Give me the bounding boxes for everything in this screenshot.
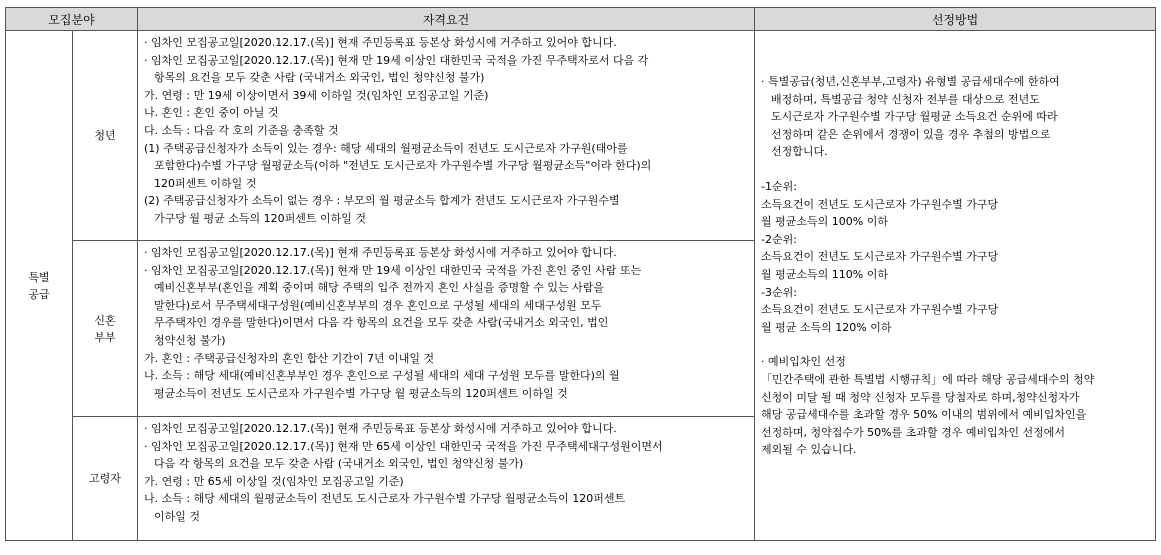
newlywed-label-1: 신혼 — [94, 313, 116, 327]
req-line: 항목의 요건을 모두 갖춘 사람 (국내거소 외국인, 법인 청약신청 불가) — [154, 71, 485, 85]
header-selection: 선정방법 — [755, 8, 1156, 31]
sel-line: 제외될 수 있습니다. — [761, 443, 857, 457]
sel-line: -1순위: — [761, 179, 797, 193]
req-line: 나. 혼인 : 혼인 중이 아닐 것 — [144, 106, 279, 120]
group-label-1: 특별 — [28, 270, 50, 284]
req-line: · 임차인 모집공고일[2020.12.17.(목)] 현재 주민등록표 등본상 화성시에 거주하고 있어야 합니다. — [144, 36, 617, 49]
req-line: · 임차인 모집공고일[2020.12.17.(목)] 현재 만 65세 이상인 대한민국 국적을 가진 무주택세대구성원이면서 — [144, 439, 663, 453]
header-requirements: 자격요건 — [138, 8, 755, 31]
sel-line: 월 평균 소득의 120% 이하 — [761, 320, 892, 334]
elderly-requirements — [138, 417, 755, 541]
youth-row — [6, 31, 1156, 241]
sel-line: 소득요건이 전년도 도시근로자 가구원수별 가구당 — [761, 197, 999, 211]
req-line: 나. 소득 : 해당 세대의 월평균소득이 전년도 도시근로자 가구원수별 가구당 월평균소득이 120퍼센트 — [144, 492, 626, 506]
req-line: 청약신청 불가) — [154, 333, 226, 347]
sel-line: -2순위: — [761, 232, 797, 246]
sel-line: · 특별공급(청년,신혼부부,고령자) 유형별 공급세대수에 한하여 — [761, 75, 1060, 88]
sel-line: 선정하며 같은 순위에서 경쟁이 있을 경우 추첨의 방법으로 — [771, 127, 1051, 141]
req-line: (1) 주택공급신청자가 소득이 있는 경우: 해당 세대의 월평균소득이 전년도 도시근로자 가구원(태아를 — [144, 141, 628, 155]
newlywed-label — [73, 241, 138, 417]
req-line: 다. 소득 : 다음 각 호의 기준을 충족할 것 — [144, 123, 339, 137]
req-line: · 임차인 모집공고일[2020.12.17.(목)] 현재 만 19세 이상인 대한민국 국적을 가진 혼인 중인 사람 또는 — [144, 263, 642, 277]
req-line: · 임차인 모집공고일[2020.12.17.(목)] 현재 주민등록표 등본상 화성시에 거주하고 있어야 합니다. — [144, 246, 617, 259]
req-line: 포함한다)수별 가구당 월평균소득(이하 "전년도 도시근로자 가구원수별 가구당 월평균소득"이라 한다)의 — [154, 159, 652, 173]
req-line: · 임차인 모집공고일[2020.12.17.(목)] 현재 주민등록표 등본상 화성시에 거주하고 있어야 합니다. — [144, 422, 617, 435]
req-line: 무주택자인 경우를 말한다)이면서 다음 각 항목의 요건을 모두 갖춘 사람(국내거소 외국인, 법인 — [154, 316, 609, 330]
req-line: 다음 각 항목의 요건을 모두 갖춘 사람 (국내거소 외국인, 법인 청약신청 불가) — [154, 457, 524, 471]
elderly-label: 고령자 — [73, 417, 138, 541]
sel-line: 선정합니다. — [771, 145, 828, 159]
header-category: 모집분야 — [6, 8, 138, 31]
req-line: 예비신혼부부(혼인을 계획 중이며 해당 주택의 입주 전까지 혼인 사실을 증명할 수 있는 사람을 — [154, 281, 605, 295]
youth-requirements — [138, 31, 755, 241]
sel-line: 신청이 미달 될 때 청약 신청자 모두를 당첨자로 하며,청약신청자가 — [761, 390, 1080, 404]
sel-line: 도시근로자 가구원수별 가구당 월평균 소득요건 순위에 따라 — [771, 110, 1058, 124]
special-supply-cell — [6, 31, 73, 541]
sel-line: · 예비입차인 선정 — [761, 355, 846, 369]
youth-label: 청년 — [73, 31, 138, 241]
req-line: 가. 연령 : 만 65세 이상일 것(임차인 모집공고일 기준) — [144, 474, 404, 488]
newlywed-requirements — [138, 241, 755, 417]
sel-line: 선정하며, 청약접수가 50%를 초과할 경우 예비입차인 선정에서 — [761, 425, 1065, 439]
req-line: 나. 소득 : 해당 세대(예비신혼부부인 경우 혼인으로 구성될 세대의 세대 구성원 모두를 말한다)의 월 — [144, 369, 620, 383]
req-line: 이하일 것 — [154, 509, 201, 523]
newlywed-label-2: 부부 — [94, 330, 116, 344]
req-line: (2) 주택공급신청자가 소득이 없는 경우 : 부모의 월 평균소득 합계가 전년도 도시근로자 가구원수별 — [144, 194, 620, 208]
req-line: 가. 혼인 : 주택공급신청자의 혼인 합산 기간이 7년 이내일 것 — [144, 351, 435, 365]
selection-method — [755, 31, 1156, 541]
sel-line: 배정하며, 특별공급 청약 신청자 전부를 대상으로 전년도 — [771, 92, 1040, 106]
sel-line: 해당 공급세대수를 초과할 경우 50% 이내의 범위에서 예비입차인을 — [761, 408, 1087, 422]
req-line: 120퍼센트 이하일 것 — [154, 176, 257, 190]
sel-line: 월 평균소득의 110% 이하 — [761, 267, 888, 281]
group-label-2: 공급 — [28, 287, 50, 301]
sel-line: 소득요건이 전년도 도시근로자 가구원수별 가구당 — [761, 303, 999, 317]
req-line: 가구당 월 평균 소득의 120퍼센트 이하일 것 — [154, 211, 366, 225]
sel-line: 월 평균소득의 100% 이하 — [761, 215, 888, 229]
req-line: 평균소득이 전년도 도시근로자 가구원수별 가구당 월 평균소득의 120퍼센트 이하일 것 — [154, 386, 568, 400]
sel-line: 「민간주택에 관한 특별법 시행규칙」에 따라 해당 공급세대수의 청약 — [761, 372, 1095, 386]
sel-line: 소득요건이 전년도 도시근로자 가구원수별 가구당 — [761, 250, 999, 264]
sel-line: -3순위: — [761, 285, 797, 299]
req-line: 말한다)로서 무주택세대구성원(예비신혼부부의 경우 혼인으로 구성될 세대의 세대구성원 모두 — [154, 298, 602, 312]
req-line: 가. 연령 : 만 19세 이상이면서 39세 이하일 것(임차인 모집공고일 기준) — [144, 88, 489, 102]
header-row — [6, 8, 1156, 31]
req-line: · 임차인 모집공고일[2020.12.17.(목)] 현재 만 19세 이상인 대한민국 국적을 가진 무주택자로서 다음 각 — [144, 53, 649, 67]
supply-table — [5, 7, 1156, 541]
